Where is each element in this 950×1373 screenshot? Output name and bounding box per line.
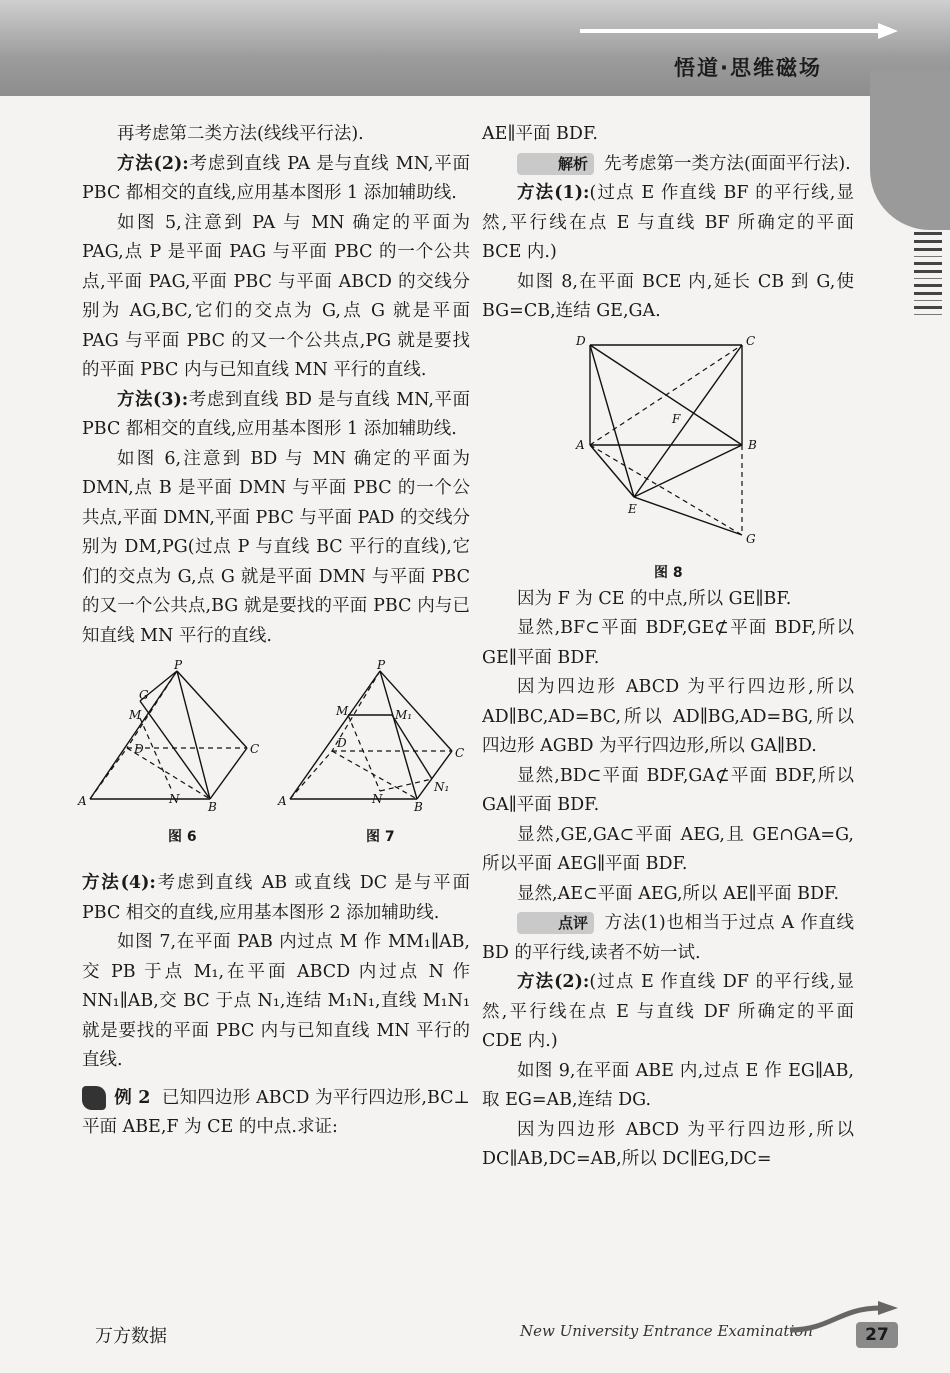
vertex-label: M₁ <box>395 708 413 722</box>
left-column <box>78 120 470 1143</box>
paragraph: 显然,GE,GA⊂平面 AEG,且 GE∩GA=G,所以平面 AEG∥平面 BDF. <box>482 824 854 874</box>
vertex-label: C <box>455 746 465 760</box>
header-curve-decoration <box>870 70 950 230</box>
vertex-label: D <box>576 333 586 348</box>
paragraph <box>482 150 854 180</box>
method-label: 方法(1): <box>517 183 590 203</box>
paragraph: AE∥平面 BDF. <box>482 124 598 144</box>
page-number: 27 <box>856 1322 898 1348</box>
right-column <box>482 120 854 1175</box>
vertex-label: D <box>337 736 347 750</box>
paragraph <box>482 179 854 268</box>
vertex-label: N <box>169 792 180 806</box>
vertex-label: B <box>414 800 423 814</box>
figure-6-diagram <box>78 658 272 814</box>
figures-6-7 <box>78 651 470 869</box>
vertex-label: M <box>336 704 349 718</box>
header-arrow-icon <box>580 22 900 40</box>
method-label: 方法(3): <box>117 389 189 410</box>
vertex-label: P <box>377 658 386 672</box>
paragraph: 因为 F 为 CE 的中点,所以 GE∥BF. <box>517 588 792 609</box>
comment-tag: 点评 <box>517 912 594 934</box>
vertex-label: N₁ <box>434 780 450 794</box>
method-label: 方法(2): <box>117 153 189 174</box>
vertex-label: C <box>746 333 756 348</box>
paragraph: 再考虑第二类方法(线线平行法). <box>117 124 364 144</box>
analysis-text: 先考虑第一类方法(面面平行法). <box>604 153 851 174</box>
example-2 <box>82 1084 470 1143</box>
vertex-label: G <box>746 531 756 546</box>
figure-8 <box>482 327 854 585</box>
paragraph: 显然,BF⊂平面 BDF,GE⊄平面 BDF,所以 GE∥平面 BDF. <box>482 618 854 668</box>
vertex-label: B <box>748 437 757 452</box>
source-watermark: 万方数据 <box>95 1326 167 1347</box>
journal-name: New University Entrance Examination <box>520 1322 813 1340</box>
vertex-label: N <box>372 792 383 806</box>
figure-7-caption: 图 7 <box>366 829 395 845</box>
paragraph: 因为四边形 ABCD 为平行四边形,所以 DC∥AB,DC=AB,所以 DC∥EG,DC= <box>482 1119 854 1169</box>
vertex-label: A <box>78 794 87 808</box>
paragraph: 如图 7,在平面 PAB 内过点 M 作 MM₁∥AB,交 PB 于点 M₁,在平面 ABCD 内过点 N 作 NN₁∥AB,交 BC 于点 N₁,连结 M₁N₁,直线 M₁N₁ 就是要找的平面 PBC 内与已知直线 MN 平行的直线. <box>82 932 470 1070</box>
vertex-label: F <box>672 411 681 426</box>
example-label: 例 2 <box>114 1087 151 1108</box>
paragraph: 显然,AE⊂平面 AEG,所以 AE∥平面 BDF. <box>517 883 840 904</box>
comment-text: 方法(1)也相当于过点 A 作直线 BD 的平行线,读者不妨一试. <box>482 913 854 963</box>
vertex-label: P <box>174 658 183 672</box>
figure-6-caption: 图 6 <box>168 829 197 845</box>
method-text: (过点 E 作直线 BF 的平行线,显然,平行线在点 E 与直线 BF 所确定的平面 BCE 内.) <box>482 183 854 262</box>
method-text: 考虑到直线 AB 或直线 DC 是与平面 PBC 相交的直线,应用基本图形 2 添加辅助线. <box>82 873 470 923</box>
paragraph <box>482 909 854 968</box>
side-index-marks <box>914 232 942 320</box>
paragraph <box>482 968 854 1057</box>
vertex-label: D <box>134 742 144 756</box>
paragraph: 如图 8,在平面 BCE 内,延长 CB 到 G,使 BG=CB,连结 GE,GA. <box>482 271 854 321</box>
vertex-label: G <box>139 688 149 702</box>
paragraph <box>82 150 470 209</box>
example-icon <box>82 1086 106 1110</box>
figure-7-diagram <box>278 658 482 814</box>
vertex-label: A <box>576 437 585 452</box>
vertex-label: M <box>129 708 142 722</box>
method-text: 考虑到直线 PA 是与直线 MN,平面 PBC 都相交的直线,应用基本图形 1 添加辅助线. <box>82 153 470 203</box>
paragraph <box>82 386 470 445</box>
example-text: 已知四边形 ABCD 为平行四边形,BC⊥平面 ABE,F 为 CE 的中点.求证: <box>82 1087 470 1137</box>
analysis-tag: 解析 <box>517 153 594 175</box>
paragraph <box>82 869 470 928</box>
vertex-label: B <box>208 800 217 814</box>
paragraph: 如图 6,注意到 BD 与 MN 确定的平面为 DMN,点 B 是平面 DMN 与平面 PBC 的一个公共点,平面 DMN,平面 PBC 与平面 PAD 的交线分别为 DM,PG(过点 P 与直线 BC 平行的直线),它们的交点为 G,点 G 就是平面 DMN 与平面 PBC 的又一个公共点,BG 就是要找的平面 PBC 内与已知直线 MN 平行的直线. <box>82 448 470 646</box>
figure-8-diagram <box>572 335 782 550</box>
paragraph: 因为四边形 ABCD 为平行四边形,所以 AD∥BC,AD=BC,所以 AD∥BG,AD=BG,所以四边形 AGBD 为平行四边形,所以 GA∥BD. <box>482 677 854 756</box>
method-label: 方法(2): <box>517 972 590 992</box>
figure-8-caption: 图 8 <box>654 564 683 581</box>
vertex-label: E <box>628 501 637 516</box>
paragraph: 显然,BD⊂平面 BDF,GA⊄平面 BDF,所以 GA∥平面 BDF. <box>482 765 854 815</box>
method-text: 考虑到直线 BD 是与直线 MN,平面 PBC 都相交的直线,应用基本图形 1 添加辅助线. <box>82 389 470 439</box>
paragraph: 如图 5,注意到 PA 与 MN 确定的平面为 PAG,点 P 是平面 PAG 与平面 PBC 的一个公共点,平面 PAG,平面 PBC 与平面 ABCD 的交线分别为 AG,BC,它们的交点为 G,点 G 就是平面 PAG 与平面 PBC 的又一个公共点,PG 就是要找的平面 PBC 内与已知直线 MN 平行的直线. <box>82 212 470 380</box>
section-title: 悟道·思维磁场 <box>674 56 822 80</box>
method-text: (过点 E 作直线 DF 的平行线,显然,平行线在点 E 与直线 DF 所确定的平面 CDE 内.) <box>482 972 854 1051</box>
vertex-label: A <box>278 794 287 808</box>
vertex-label: C <box>250 742 260 756</box>
method-label: 方法(4): <box>82 873 156 893</box>
paragraph: 如图 9,在平面 ABE 内,过点 E 作 EG∥AB,取 EG=AB,连结 DG. <box>482 1060 854 1110</box>
